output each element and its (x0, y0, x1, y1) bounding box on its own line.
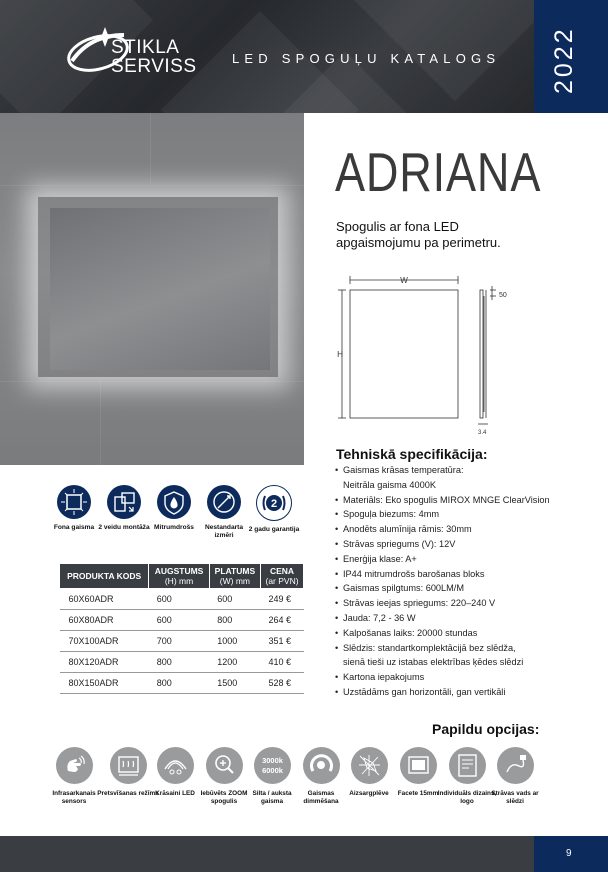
table-cell: 249 € (261, 589, 304, 610)
table-cell: 800 (149, 673, 210, 694)
water-drop-icon (157, 485, 191, 519)
option-text-bottom: 6000k (261, 766, 283, 775)
table-row (60, 652, 304, 673)
depth-label: 50 (499, 292, 507, 299)
column-header: AUGSTUMS (H) mm (149, 564, 210, 589)
spec-item: • Strāvas ieejas spriegums: 220–240 V (335, 596, 605, 611)
catalog-year: 2022 (550, 26, 578, 94)
table-cell: 528 € (261, 673, 304, 694)
feature-label: Mitrumdrošs (154, 524, 194, 531)
table-cell: 1500 (209, 673, 260, 694)
option-label: Individuāls dizains, logo (437, 790, 497, 805)
height-label: H (337, 350, 343, 359)
spec-item: sienā tieši uz istabas elektrības ķēdes slēdzi (343, 657, 524, 668)
spec-list (335, 463, 605, 700)
spec-heading: Tehniskā specifikācija: (336, 446, 488, 462)
spec-item: • Kalpošanas laiks: 20000 stundas (335, 626, 605, 641)
table-cell: 800 (209, 610, 260, 631)
product-subtitle: Spogulis ar fona LED apgaismojumu pa perimetru. (336, 219, 501, 250)
mirror-glass (50, 208, 270, 370)
feature-warranty (248, 485, 300, 534)
dimmer-icon (303, 747, 340, 784)
table-cell: 600 (149, 610, 210, 631)
table-cell: 600 (149, 589, 210, 610)
spec-item: • Enerģija klase: A+ (335, 552, 605, 567)
feature-label: Fona gaisma (53, 524, 95, 531)
option-label: Iebūvēts ZOOM spogulis (200, 790, 248, 805)
table-row (60, 610, 304, 631)
infrared-sensor-icon (56, 747, 93, 784)
table-row (60, 673, 304, 694)
table-cell: 700 (149, 631, 210, 652)
spec-item: • Jauda: 7,2 - 36 W (335, 611, 605, 626)
spec-item: • Strāvas spriegums (V): 12V (335, 537, 605, 552)
column-header: PLATUMS (W) mm (209, 564, 260, 589)
logo-wordmark (111, 38, 197, 76)
color-led-icon (157, 747, 194, 784)
custom-size-icon (207, 485, 241, 519)
mounting-icon (107, 485, 141, 519)
catalog-title: LED SPOGUĻU KATALOGS (232, 51, 501, 66)
custom-design-icon (449, 747, 486, 784)
spec-item: • Kartona iepakojums (335, 670, 605, 685)
table-cell: 264 € (261, 610, 304, 631)
table-cell: 1000 (209, 631, 260, 652)
table-cell: 80X150ADR (60, 673, 149, 694)
option-label: Pretsvīšanas režīms (97, 790, 159, 797)
facet-icon (400, 747, 437, 784)
table-header-row (60, 564, 304, 589)
feature-label: Nestandarta izmēri (204, 524, 244, 539)
option-label: Krāsaini LED (155, 790, 195, 797)
zoom-mirror-icon (206, 747, 243, 784)
backlight-icon (57, 485, 91, 519)
table-cell: 80X120ADR (60, 652, 149, 673)
option-infrared-sensor (43, 747, 105, 806)
spec-item: • Gaismas spilgtums: 600LM/M (335, 581, 605, 596)
option-label: Silta / auksta gaisma (252, 790, 292, 805)
table-cell: 410 € (261, 652, 304, 673)
warranty-badge: 2 (270, 498, 278, 510)
option-text-top: 3000k (261, 756, 283, 765)
power-cord-icon (497, 747, 534, 784)
feature-mounting (98, 485, 150, 532)
feature-icons (53, 485, 308, 545)
price-table (59, 563, 304, 694)
option-power-cord (484, 747, 546, 806)
page-number: 9 (566, 848, 572, 859)
option-label: Aizsargplēve (349, 790, 389, 797)
spec-item: • Spoguļa biezums: 4mm (335, 507, 605, 522)
table-cell: 60X60ADR (60, 589, 149, 610)
spec-item: • Materiāls: Eko spogulis MIROX MNGE ClearVision (335, 493, 605, 508)
warm-cold-light-icon (254, 747, 291, 784)
spec-item: • Uzstādāms gan horizontāli, gan vertikāli (335, 685, 605, 700)
width-label: W (400, 276, 408, 285)
table-cell: 70X100ADR (60, 631, 149, 652)
thickness-label: 3.4 (478, 430, 487, 436)
feature-custom-size (198, 485, 250, 540)
product-name: ADRIANA (335, 141, 542, 203)
anti-fog-icon (110, 747, 147, 784)
product-photo (0, 113, 304, 465)
spec-item: • Anodēts alumīnija rāmis: 30mm (335, 522, 605, 537)
page-footer (0, 836, 608, 872)
feature-label: 2 gadu garantija (248, 526, 300, 533)
option-label: Infrasarkanais sensors (52, 790, 96, 805)
column-header: PRODUKTA KODS (60, 564, 149, 589)
column-header: CENA (ar PVN) (261, 564, 304, 589)
table-row (60, 589, 304, 610)
logo-line-2: SERVISS (111, 56, 197, 77)
feature-moisture (148, 485, 200, 532)
option-label: Gaismas dimmēšana (303, 790, 339, 805)
table-cell: 351 € (261, 631, 304, 652)
table-row (60, 631, 304, 652)
options-heading: Papildu opcijas: (432, 721, 540, 737)
table-cell: 800 (149, 652, 210, 673)
spec-item: • Gaismas krāsas temperatūra: (335, 463, 605, 478)
table-cell: 60X80ADR (60, 610, 149, 631)
warranty-icon (256, 485, 292, 521)
shatter-proof-icon (351, 747, 388, 784)
spec-item: Neitrāla gaisma 4000K (343, 479, 436, 490)
option-label: Facete 15mm (397, 790, 439, 797)
table-cell: 1200 (209, 652, 260, 673)
spec-item: • Slēdzis: standartkomplektācijā bez slēdža, (335, 641, 605, 656)
feature-backlight (48, 485, 100, 532)
option-label: Strāvas vads ar slēdzi (491, 790, 539, 805)
dimension-diagram (330, 272, 520, 438)
logo-line-1: STIKLA (111, 37, 180, 58)
feature-label: 2 veidu montāža (98, 524, 150, 531)
spec-item: • IP44 mitrumdrošs barošanas bloks (335, 567, 605, 582)
table-cell: 600 (209, 589, 260, 610)
